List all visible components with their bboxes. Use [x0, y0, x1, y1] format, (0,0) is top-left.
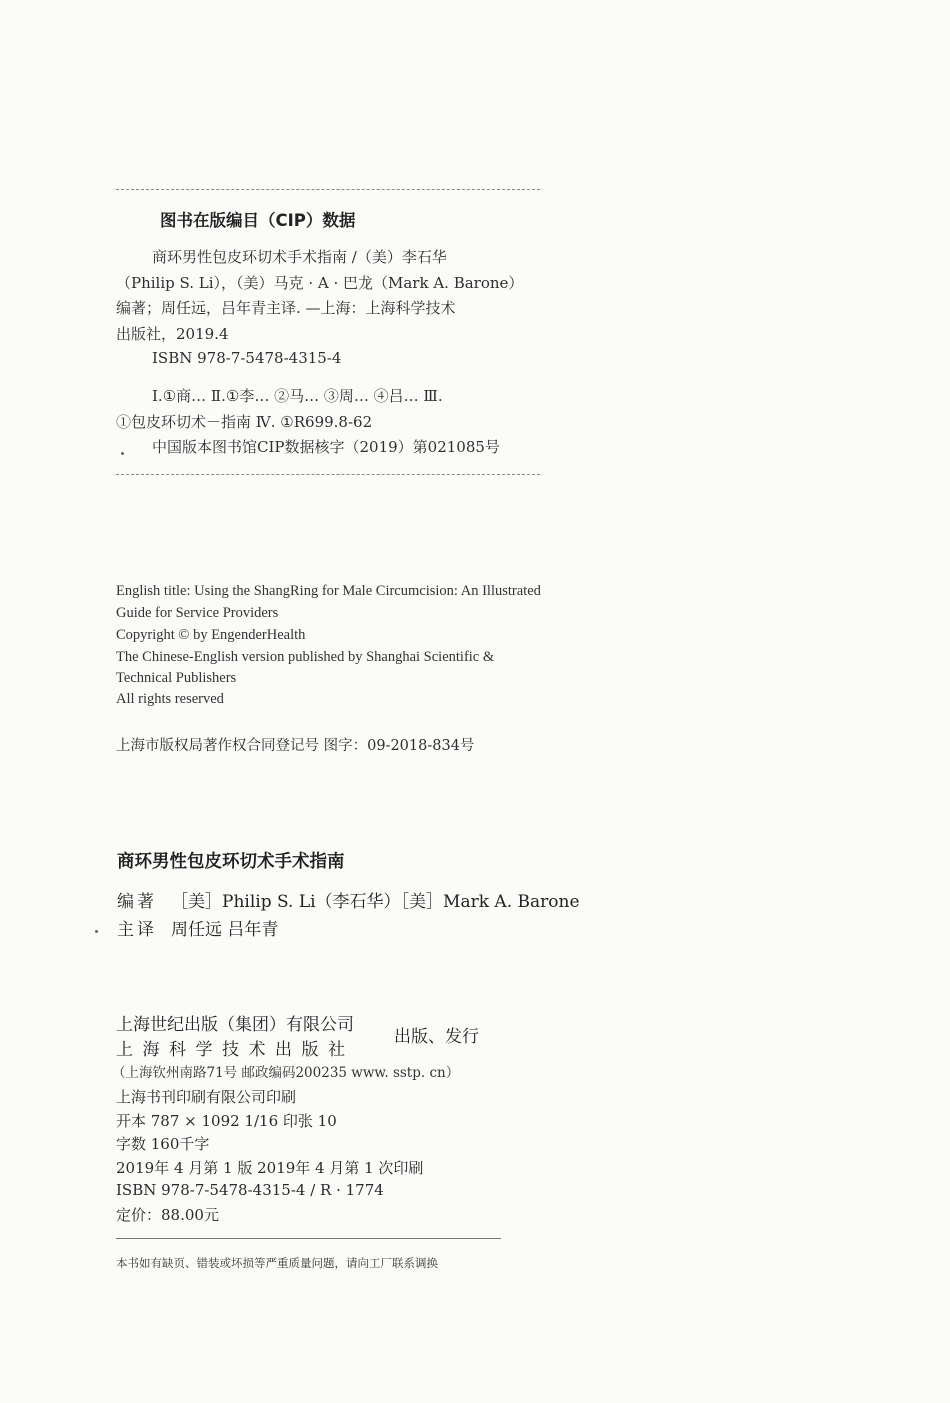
translators-role: 主译: [117, 920, 157, 940]
english-title-line: English title: Using the ShangRing for Male Circumcision: An Illustrated: [116, 583, 541, 599]
show-through-mark: [60, 492, 92, 566]
translators-names: 周任远 吕年青: [171, 920, 279, 940]
quality-notice: 本书如有缺页、错装或坏损等严重质量问题，请向工厂联系调换: [116, 1256, 438, 1270]
cip-line: Ⅰ.①商… Ⅱ.①李… ②马… ③周… ④吕… Ⅲ.: [152, 387, 443, 405]
footer-rule: [116, 1238, 501, 1239]
format-line: 开本 787 × 1092 1/16 印张 10: [116, 1112, 337, 1130]
copyright-registration: 上海市版权局著作权合同登记号 图字：09-2018-834号: [116, 738, 475, 754]
publisher-address: （上海钦州南路71号 邮政编码200235 www. sstp. cn）: [112, 1065, 460, 1081]
editors-credit: [117, 887, 580, 912]
cip-line: 编著；周任远，吕年青主译. —上海：上海科学技术: [116, 299, 456, 317]
editors-names: ［美］Philip S. Li（李石华）［美］Mark A. Barone: [171, 892, 580, 912]
isbn-line: ISBN 978-7-5478-4315-4 / R · 1774: [116, 1181, 384, 1199]
edition-line: 2019年 4 月第 1 版 2019年 4 月第 1 次印刷: [116, 1159, 424, 1177]
cip-line: 中国版本图书馆CIP数据核字（2019）第021085号: [152, 438, 500, 456]
word-count-line: 字数 160千字: [116, 1135, 210, 1153]
cip-top-rule: [116, 189, 540, 190]
publish-action: 出版、发行: [394, 1027, 479, 1047]
english-title-line: Guide for Service Providers: [116, 605, 279, 621]
stray-dot: [121, 452, 124, 455]
cip-bottom-rule: [116, 474, 540, 475]
rights-line: All rights reserved: [116, 691, 224, 707]
book-title: 商环男性包皮环切术手术指南: [117, 852, 345, 872]
publisher-note-line: The Chinese-English version published by Shanghai Scientific &: [116, 649, 495, 665]
translators-credit: [117, 915, 278, 940]
cip-line: ISBN 978-7-5478-4315-4: [152, 349, 342, 367]
publisher-note-line: Technical Publishers: [116, 670, 237, 686]
stray-dot: [95, 930, 98, 933]
copyright-line: Copyright © by EngenderHealth: [116, 627, 306, 643]
publisher-group: 上海世纪出版（集团）有限公司: [116, 1015, 354, 1035]
cip-line: （Philip S. Li），（美）马克 · A · 巴龙（Mark A. Barone）: [116, 274, 524, 292]
cip-line: 出版社，2019.4: [116, 325, 229, 343]
cip-heading: 图书在版编目（CIP）数据: [160, 211, 356, 230]
printer-line: 上海书刊印刷有限公司印刷: [116, 1088, 297, 1106]
cip-line: ①包皮环切术－指南 Ⅳ. ①R699.8-62: [116, 413, 373, 431]
cip-line: 商环男性包皮环切术手术指南 /（美）李石华: [152, 248, 447, 266]
price-line: 定价：88.00元: [116, 1206, 219, 1224]
editors-role: 编著: [117, 892, 157, 912]
show-through-mark: [800, 0, 814, 38]
publisher-name: 上海科学技术出版社: [116, 1040, 355, 1060]
